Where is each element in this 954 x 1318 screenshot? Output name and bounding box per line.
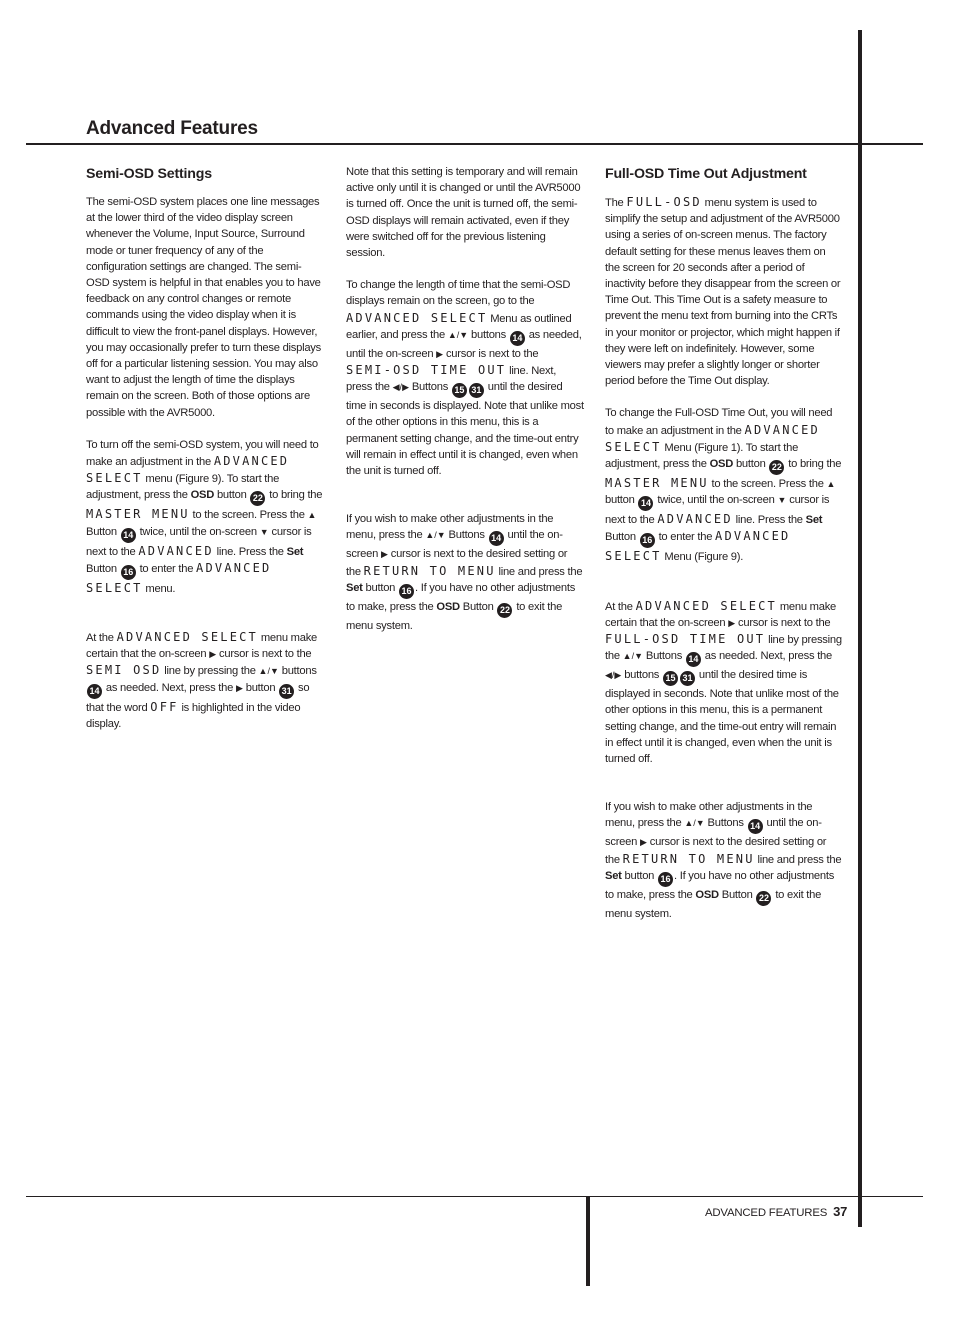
text: buttons bbox=[624, 669, 660, 682]
header-rule bbox=[26, 143, 923, 145]
text: cursor is next to the desired setting or the bbox=[605, 836, 827, 866]
text: as needed. Next, press the bbox=[704, 650, 832, 663]
text: Button bbox=[462, 600, 494, 613]
button-number-badge: 31 bbox=[469, 383, 484, 398]
text: menu make certain that the on-screen bbox=[86, 632, 318, 661]
text: If you wish to make other adjustments in the menu, press the bbox=[605, 801, 813, 830]
set-label: Set bbox=[805, 514, 823, 527]
button-number-badge: 15 bbox=[663, 671, 678, 686]
osd-label: OSD bbox=[695, 888, 719, 901]
text: At the bbox=[86, 632, 114, 645]
text: to bring the bbox=[788, 458, 842, 471]
osd-label: OSD bbox=[709, 458, 734, 471]
text: line. Next, press the bbox=[346, 365, 557, 394]
text: Buttons bbox=[448, 529, 485, 542]
right-arrow-icon: ▶ bbox=[380, 549, 388, 560]
text: button bbox=[735, 458, 766, 471]
button-number-badge: 16 bbox=[640, 533, 655, 548]
button-number-badge: 16 bbox=[399, 584, 414, 599]
text: button bbox=[605, 494, 635, 507]
up-down-arrow-icon: ▲/▼ bbox=[622, 651, 643, 662]
paragraph bbox=[86, 629, 324, 732]
button-number-badge: 15 bbox=[452, 383, 467, 398]
lcd-text: ADVANCED bbox=[138, 543, 214, 558]
up-arrow-icon: ▲ bbox=[307, 510, 317, 521]
text: . If you have no other adjustments to make, press the bbox=[605, 869, 835, 901]
text: line by pressing the bbox=[164, 665, 256, 678]
text: menu (Figure 9). To start the adjustment, press the bbox=[86, 473, 280, 502]
text: Button bbox=[86, 525, 117, 538]
text: Buttons bbox=[411, 381, 449, 394]
button-number-badge: 14 bbox=[638, 496, 653, 511]
text: as needed. Next, press the bbox=[105, 681, 234, 694]
lcd-text: ADVANCED SELECT bbox=[635, 598, 777, 613]
text: button bbox=[245, 681, 276, 694]
text: menu system is used to simplify the setup and adjustment of the AVR5000 using a series of on-screen menus. The factory default setting for these menus leaves them on the screen for 20 seconds after a period of inactivity before they disappear from the screen or Time Out. This Time Out is a safety measure to prevent the menu text from burning into the CRTs in your monitor or projector, which might happen if they were left on indefinitely. However, some viewers may prefer a slightly longer or shorter period before the Time Out display. bbox=[605, 197, 841, 388]
section-heading-semi-osd: Semi-OSD Settings bbox=[86, 166, 212, 182]
text: buttons bbox=[281, 665, 317, 678]
up-down-arrow-icon: ▲/▼ bbox=[258, 666, 279, 677]
lcd-text: ADVANCED bbox=[744, 422, 820, 437]
set-label: Set bbox=[605, 869, 622, 882]
text: to enter the bbox=[658, 531, 713, 544]
footer-section: ADVANCED FEATURES bbox=[705, 1207, 828, 1219]
text: until the desired time is displayed in seconds. Note that unlike most of the other options in this menu, this is a permanent setting change, and the time-out entry will remain in effect until it is changed, even when the unit is turned off. bbox=[605, 669, 839, 766]
column-semi-osd-cont bbox=[346, 164, 584, 650]
lcd-text: FULL-OSD bbox=[626, 195, 702, 209]
text: cursor is next to the bbox=[445, 347, 539, 360]
lcd-text: SELECT bbox=[86, 471, 143, 486]
text: twice, until the on-screen bbox=[139, 525, 257, 538]
text: To change the length of time that the semi-OSD displays remain on the screen, go to the bbox=[346, 279, 571, 308]
text: cursor is next to the bbox=[219, 648, 312, 661]
button-number-badge: 22 bbox=[497, 603, 512, 618]
paragraph bbox=[605, 194, 843, 389]
footer-rule bbox=[26, 1196, 923, 1197]
text: to bring the bbox=[269, 489, 323, 502]
column-full-osd bbox=[605, 164, 843, 938]
text: cursor is next to the bbox=[605, 494, 830, 527]
text: until the on-screen bbox=[346, 529, 563, 561]
text: until the on-screen bbox=[605, 817, 822, 849]
text: Menu (Figure 9). bbox=[664, 551, 744, 564]
text: until the desired time in seconds is displayed. Note that unlike most of the other options in this menu, this is a permanent setting change, and the time-out entry will remain in effect until it is changed, even when the unit is turned off. bbox=[346, 381, 584, 478]
lcd-text: SELECT bbox=[605, 439, 662, 454]
button-number-badge: 14 bbox=[510, 331, 525, 346]
right-arrow-icon: ▶ bbox=[436, 348, 444, 359]
text: to the screen. Press the bbox=[711, 478, 824, 491]
button-number-badge: 31 bbox=[279, 684, 294, 699]
text: Menu (Figure 1). To start the adjustment, press the bbox=[605, 441, 799, 471]
up-down-arrow-icon: ▲/▼ bbox=[447, 329, 469, 340]
text: Menu as outlined earlier, and press the bbox=[346, 312, 572, 341]
button-number-badge: 14 bbox=[489, 531, 504, 546]
right-arrow-icon: ▶ bbox=[209, 649, 217, 660]
text: If you wish to make other adjustments in the menu, press the bbox=[346, 513, 554, 542]
text: button bbox=[624, 869, 655, 882]
left-right-arrow-icon: ◀/▶ bbox=[392, 382, 409, 393]
lcd-text: ADVANCED SELECT bbox=[86, 560, 272, 595]
button-number-badge: 14 bbox=[748, 819, 763, 834]
button-number-badge: 14 bbox=[121, 528, 136, 543]
text: Button bbox=[86, 562, 117, 575]
button-number-badge: 14 bbox=[686, 652, 701, 667]
paragraph bbox=[605, 799, 843, 922]
up-down-arrow-icon: ▲/▼ bbox=[684, 818, 705, 829]
text: line and press the bbox=[757, 853, 842, 866]
page-number: 37 bbox=[833, 1204, 848, 1219]
lcd-text: ADVANCED SELECT bbox=[116, 630, 258, 645]
text: To turn off the semi-OSD system, you will need to make an adjustment in the bbox=[86, 438, 319, 469]
lcd-text: ADVANCED SELECT bbox=[605, 529, 791, 564]
osd-label: OSD bbox=[436, 600, 460, 613]
text: At the bbox=[605, 600, 633, 613]
right-arrow-icon: ▶ bbox=[639, 837, 647, 848]
text: to the screen. Press the bbox=[192, 509, 305, 522]
page-title: Advanced Features bbox=[86, 118, 258, 139]
lcd-text: RETURN TO MENU bbox=[363, 563, 496, 578]
right-arrow-icon: ▶ bbox=[235, 682, 243, 693]
lcd-text: MASTER MENU bbox=[86, 507, 190, 522]
text: . If you have no other adjustments to make, press the bbox=[346, 581, 576, 613]
text: button bbox=[365, 581, 396, 594]
button-number-badge: 22 bbox=[769, 460, 784, 475]
text: menu make certain that the on-screen bbox=[605, 600, 837, 629]
paragraph bbox=[346, 277, 584, 479]
text: The bbox=[605, 197, 624, 209]
text: cursor is next to the bbox=[738, 616, 831, 629]
paragraph bbox=[605, 598, 843, 768]
lcd-text: FULL-OSD TIME OUT bbox=[605, 632, 766, 647]
down-arrow-icon: ▼ bbox=[777, 495, 787, 506]
footer-rule-vertical bbox=[586, 1196, 590, 1286]
paragraph bbox=[346, 511, 584, 634]
left-right-arrow-icon: ◀/▶ bbox=[605, 670, 622, 681]
text: line. Press the bbox=[216, 545, 284, 558]
text: twice, until the on-screen bbox=[657, 494, 775, 507]
text: to exit the menu system. bbox=[346, 600, 563, 632]
text: To change the Full-OSD Time Out, you will need to make an adjustment in the bbox=[605, 407, 833, 437]
text: Button bbox=[605, 531, 636, 544]
lcd-text: OFF bbox=[150, 699, 179, 714]
paragraph: The semi-OSD system places one line messages at the lower third of the video display screen whenever the Volume, Input Source, Surround mode or tuner frequency of any of the configuration settings are changed. The semi-OSD system is helpful in that enables you to have feedback on any control changes or remote commands using the video display when it is difficult to view the front-panel displays. However, you may occasionally prefer to turn these displays off for a particular listening session. You may also want to adjust the length of time the displays remain on the screen. Both of those options are possible with the AVR5000. bbox=[86, 196, 321, 419]
right-arrow-icon: ▶ bbox=[728, 617, 736, 628]
button-number-badge: 16 bbox=[658, 872, 673, 887]
lcd-text: ADVANCED SELECT bbox=[346, 310, 488, 325]
section-heading-full-osd: Full-OSD Time Out Adjustment bbox=[605, 166, 807, 182]
text: line by pressing the bbox=[605, 634, 842, 663]
paragraph bbox=[605, 405, 843, 565]
text: cursor is next to the desired setting or the bbox=[346, 548, 568, 578]
lcd-text: MASTER MENU bbox=[605, 476, 709, 491]
text: to enter the bbox=[139, 562, 194, 575]
paragraph bbox=[86, 437, 324, 597]
page-footer bbox=[705, 1203, 847, 1222]
lcd-text: SEMI-OSD TIME OUT bbox=[346, 363, 507, 378]
set-label: Set bbox=[346, 581, 363, 594]
text: buttons bbox=[471, 328, 506, 341]
text: line. Press the bbox=[735, 514, 803, 527]
button-number-badge: 16 bbox=[121, 565, 136, 580]
button-number-badge: 22 bbox=[250, 491, 265, 506]
up-arrow-icon: ▲ bbox=[826, 479, 836, 490]
text: as needed, until the on-screen bbox=[346, 328, 582, 360]
text: line and press the bbox=[498, 565, 583, 578]
down-arrow-icon: ▼ bbox=[259, 526, 269, 537]
lcd-text: ADVANCED bbox=[657, 512, 733, 527]
set-label: Set bbox=[286, 545, 304, 558]
column-semi-osd bbox=[86, 164, 324, 748]
button-number-badge: 22 bbox=[756, 891, 771, 906]
text: is highlighted in the video display. bbox=[86, 701, 301, 730]
up-down-arrow-icon: ▲/▼ bbox=[425, 530, 446, 541]
text: Buttons bbox=[707, 817, 744, 830]
text: Button bbox=[721, 888, 753, 901]
text: button bbox=[216, 489, 247, 502]
button-number-badge: 31 bbox=[680, 671, 695, 686]
lcd-text: RETURN TO MENU bbox=[622, 851, 755, 866]
lcd-text: SEMI OSD bbox=[86, 663, 162, 678]
text: cursor is next to the bbox=[86, 525, 312, 558]
right-rule bbox=[858, 30, 862, 1227]
osd-label: OSD bbox=[190, 489, 215, 502]
text: to exit the menu system. bbox=[605, 888, 822, 920]
lcd-text: ADVANCED bbox=[213, 454, 290, 469]
text: so that the word bbox=[86, 681, 310, 714]
button-number-badge: 14 bbox=[87, 684, 102, 699]
text: menu. bbox=[145, 582, 176, 595]
text: Buttons bbox=[645, 650, 683, 663]
paragraph: Note that this setting is temporary and will remain active only until it is changed or until the AVR5000 is turned off. Once the unit is turned off, the semi-OSD displays will remain activated, even if they were switched off for the previous listening session. bbox=[346, 166, 581, 260]
